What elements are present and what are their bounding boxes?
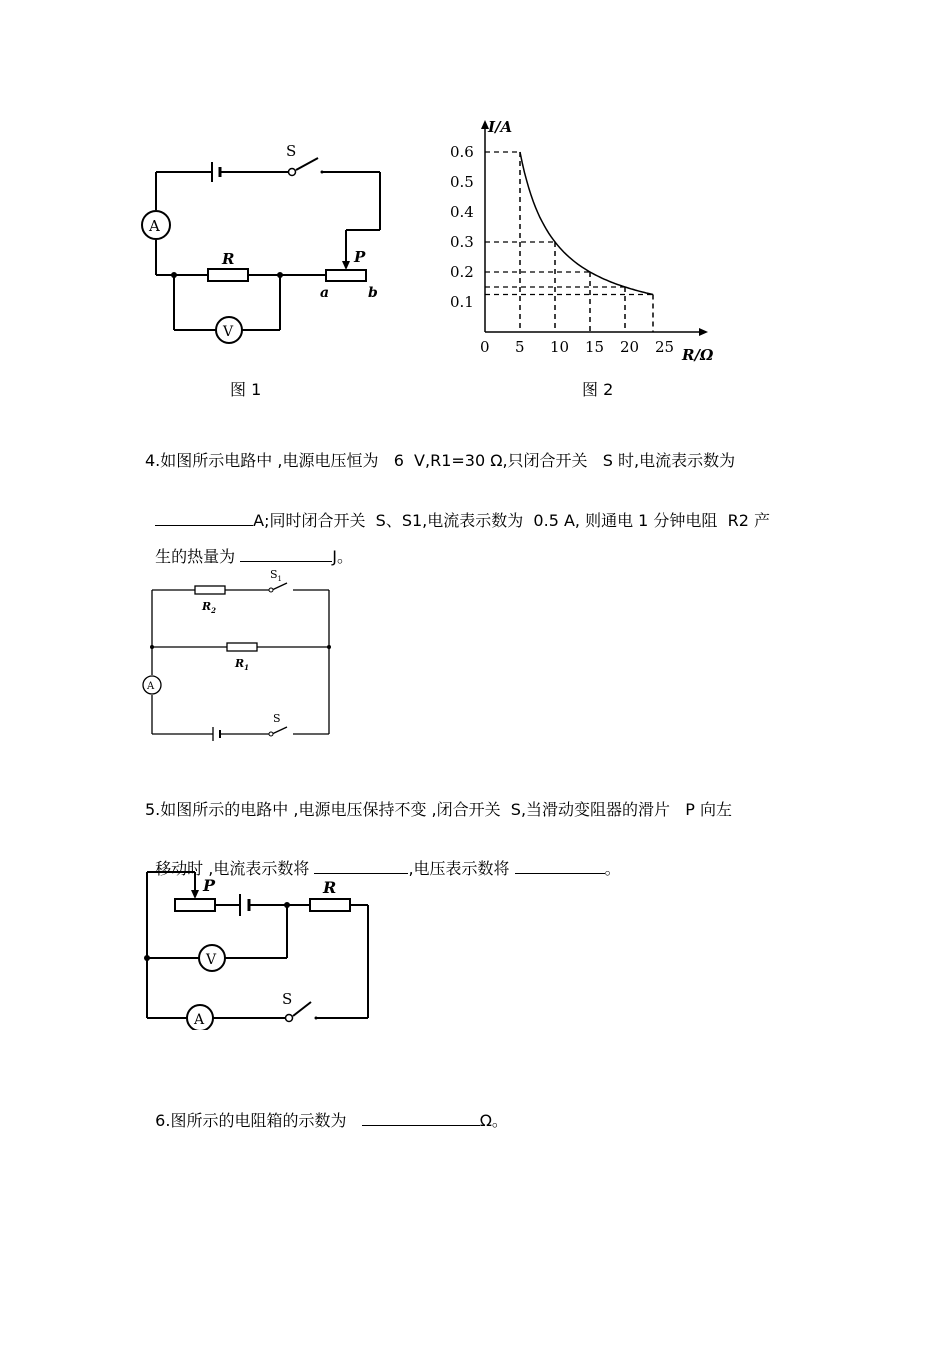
x-axis-arrow — [699, 328, 708, 336]
y-tick-label: 0.5 — [450, 173, 474, 191]
x-tick-label: 5 — [515, 338, 525, 356]
ammeter-label: A — [149, 217, 160, 235]
y-tick-label: 0.1 — [450, 293, 474, 311]
svg-text:S: S — [282, 990, 293, 1008]
x-axis-label: R/Ω — [682, 346, 714, 364]
x-tick-label: 20 — [620, 338, 640, 356]
resistor-r — [208, 269, 248, 281]
svg-text:S1: $S_1$ — [270, 568, 283, 583]
series-line — [520, 152, 653, 295]
x-tick-label: 25 — [655, 338, 675, 356]
voltmeter-label: V — [223, 324, 234, 340]
resistor-r — [310, 899, 350, 911]
switch-label: S — [286, 142, 297, 160]
y-tick-label: 0.4 — [450, 203, 474, 221]
rheostat — [175, 899, 215, 911]
rheostat — [326, 270, 366, 281]
x-tick-label: 0 — [480, 338, 490, 356]
resistor-r1 — [227, 643, 257, 651]
figure-1-circuit — [130, 130, 390, 350]
slider-arrow-icon — [342, 261, 350, 270]
y-tick-label: 0.2 — [450, 263, 474, 281]
svg-text:A: A — [194, 1012, 205, 1028]
svg-text:R: R — [323, 878, 337, 897]
figure-q4-circuit — [135, 560, 345, 745]
y-tick-label: 0.3 — [450, 233, 474, 251]
question-5-line-2: 移动时 ,电流表示数将 ,电压表示数将 。 — [155, 859, 621, 878]
answer-blank-4a[interactable] — [155, 509, 253, 526]
answer-blank-5b[interactable] — [515, 857, 605, 874]
question-4-line-1: 4.如图所示电路中 ,电源电压恒为 6 V,R1=30 Ω,只闭合开关 S 时,电流表示数为 — [145, 451, 736, 470]
question-6: 6.图所示的电阻箱的示数为 Ω。 — [155, 1111, 508, 1130]
svg-text:P: P — [203, 876, 216, 895]
y-tick-label: 0.6 — [450, 143, 474, 161]
svg-text:A: A — [147, 681, 155, 692]
figure-q5-circuit — [135, 860, 380, 1030]
question-4-line-3: 生的热量为 J。 — [155, 547, 353, 566]
question-4-line-2: A;同时闭合开关 S、S1,电流表示数为 0.5 A, 则通电 1 分钟电阻 R2 产 — [145, 489, 770, 531]
x-tick-label: 10 — [550, 338, 570, 356]
svg-text:V: V — [206, 952, 217, 968]
question-5-line-1: 5.如图所示的电路中 ,电源电压保持不变 ,闭合开关 S,当滑动变阻器的滑片 P 向左 — [145, 800, 733, 819]
end-a-label: a — [320, 285, 330, 301]
slider-arrow-icon — [191, 890, 199, 899]
svg-text:R1: $R_1$ — [235, 657, 250, 672]
slider-label: P — [354, 248, 366, 266]
answer-blank-6[interactable] — [362, 1109, 480, 1126]
resistor-r2 — [195, 586, 225, 594]
switch-contact — [289, 169, 296, 176]
end-b-label: b — [368, 285, 378, 301]
svg-text:R2: $R_2$ — [202, 600, 217, 615]
x-tick-label: 15 — [585, 338, 605, 356]
figure-2-chart — [440, 110, 730, 370]
figure-2-caption: 图 2 — [582, 380, 614, 399]
svg-text:S: S — [273, 712, 281, 725]
y-axis-label: I/A — [488, 118, 513, 136]
resistor-label: R — [222, 250, 235, 268]
figure-1-caption: 图 1 — [230, 380, 262, 399]
